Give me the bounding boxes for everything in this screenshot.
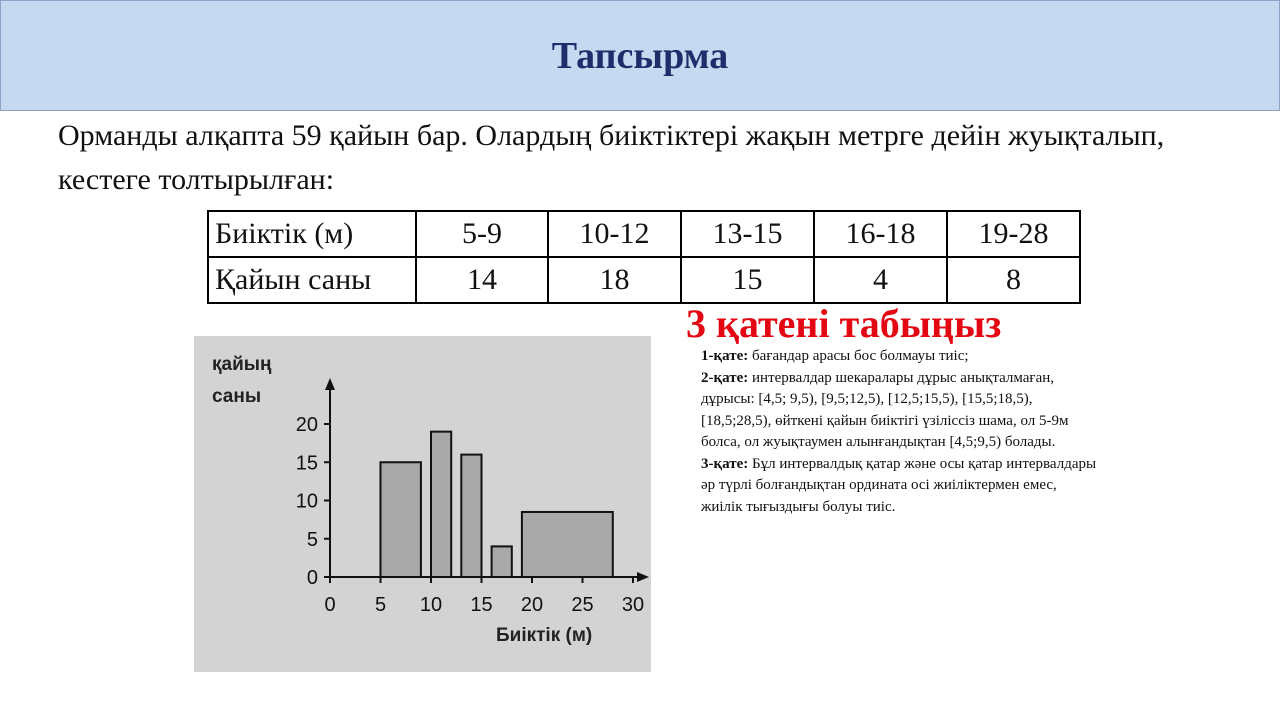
x-tick-label: 0 (324, 594, 336, 616)
y-axis-arrow (325, 378, 335, 390)
histogram-bar (492, 546, 512, 577)
x-tick-label: 20 (520, 594, 544, 616)
task-title: 3 қатені табыңыз (686, 301, 1002, 346)
y-tick-label: 5 (306, 528, 318, 551)
interval-cell: 19-28 (947, 211, 1080, 257)
x-tick-label: 30 (621, 594, 645, 616)
histogram-bar (522, 512, 613, 577)
count-cell: 14 (416, 257, 548, 303)
interval-cell: 10-12 (548, 211, 681, 257)
x-tick-label: 10 (419, 594, 443, 616)
error-label: 2-қате: (701, 369, 749, 386)
y-tick-label: 20 (295, 414, 318, 436)
x-tick-label: 5 (374, 594, 387, 616)
table-row-height (208, 211, 1080, 257)
interval-cell: 13-15 (681, 211, 814, 257)
page-title: Тапсырма (551, 35, 729, 77)
error-text: Бұл интервалдық қатар және осы қатар интервалдары әр түрлі болғандықтан ордината осі жиіліктермен емес, жиілік тығыздығы болуы тиіс. (701, 455, 1097, 515)
error-text: бағандар арасы бос болмауы тиіс; (748, 348, 969, 364)
x-tick-label: 25 (571, 594, 594, 616)
histogram-bar (381, 462, 421, 577)
histogram-chart (194, 336, 651, 672)
x-axis-arrow (637, 572, 649, 582)
data-table (207, 210, 1081, 304)
error-label: 3-қате: (701, 455, 749, 472)
y-axis-label: саны (212, 386, 262, 407)
y-tick-label: 15 (295, 452, 318, 475)
count-cell: 4 (814, 257, 947, 303)
row-label-height: Биіктік (м) (208, 211, 416, 257)
y-axis-label: қайың (212, 354, 272, 375)
y-tick-label: 0 (306, 567, 318, 589)
histogram-svg (194, 336, 651, 672)
error-label: 1-қате: (701, 348, 749, 364)
histogram-bar (431, 432, 451, 577)
interval-cell: 5-9 (416, 211, 548, 257)
errors-list (701, 346, 1101, 518)
x-axis-label: Биіктік (м) (496, 625, 593, 646)
x-tick-label: 15 (470, 594, 493, 616)
count-cell: 8 (947, 257, 1080, 303)
table-row-count (208, 257, 1080, 303)
interval-cell: 16-18 (814, 211, 947, 257)
count-cell: 15 (681, 257, 814, 303)
y-tick-label: 10 (295, 490, 318, 513)
row-label-count: Қайын саны (208, 257, 416, 303)
error-item (701, 454, 1101, 519)
error-item (701, 346, 1101, 368)
histogram-bar (461, 455, 481, 577)
count-cell: 18 (548, 257, 681, 303)
error-text: интервалдар шекаралары дұрыс анықталмаған, дұрысы: [4,5; 9,5), [9,5;12,5), [12,5;15,5), [15,5;18,5), [18,5;28,5), өйткені қайын биіктігі үзіліссіз шама, ол 5-9м болса, ол жуықтаумен алынғандықтан [4,5;9,5) болады. (701, 369, 1069, 450)
intro-text: Орманды алқапта 59 қайын бар. Олардың биіктіктері жақын метрге дейін жуықталып, кестеге толтырылған: (58, 119, 1165, 196)
error-item (701, 368, 1101, 454)
